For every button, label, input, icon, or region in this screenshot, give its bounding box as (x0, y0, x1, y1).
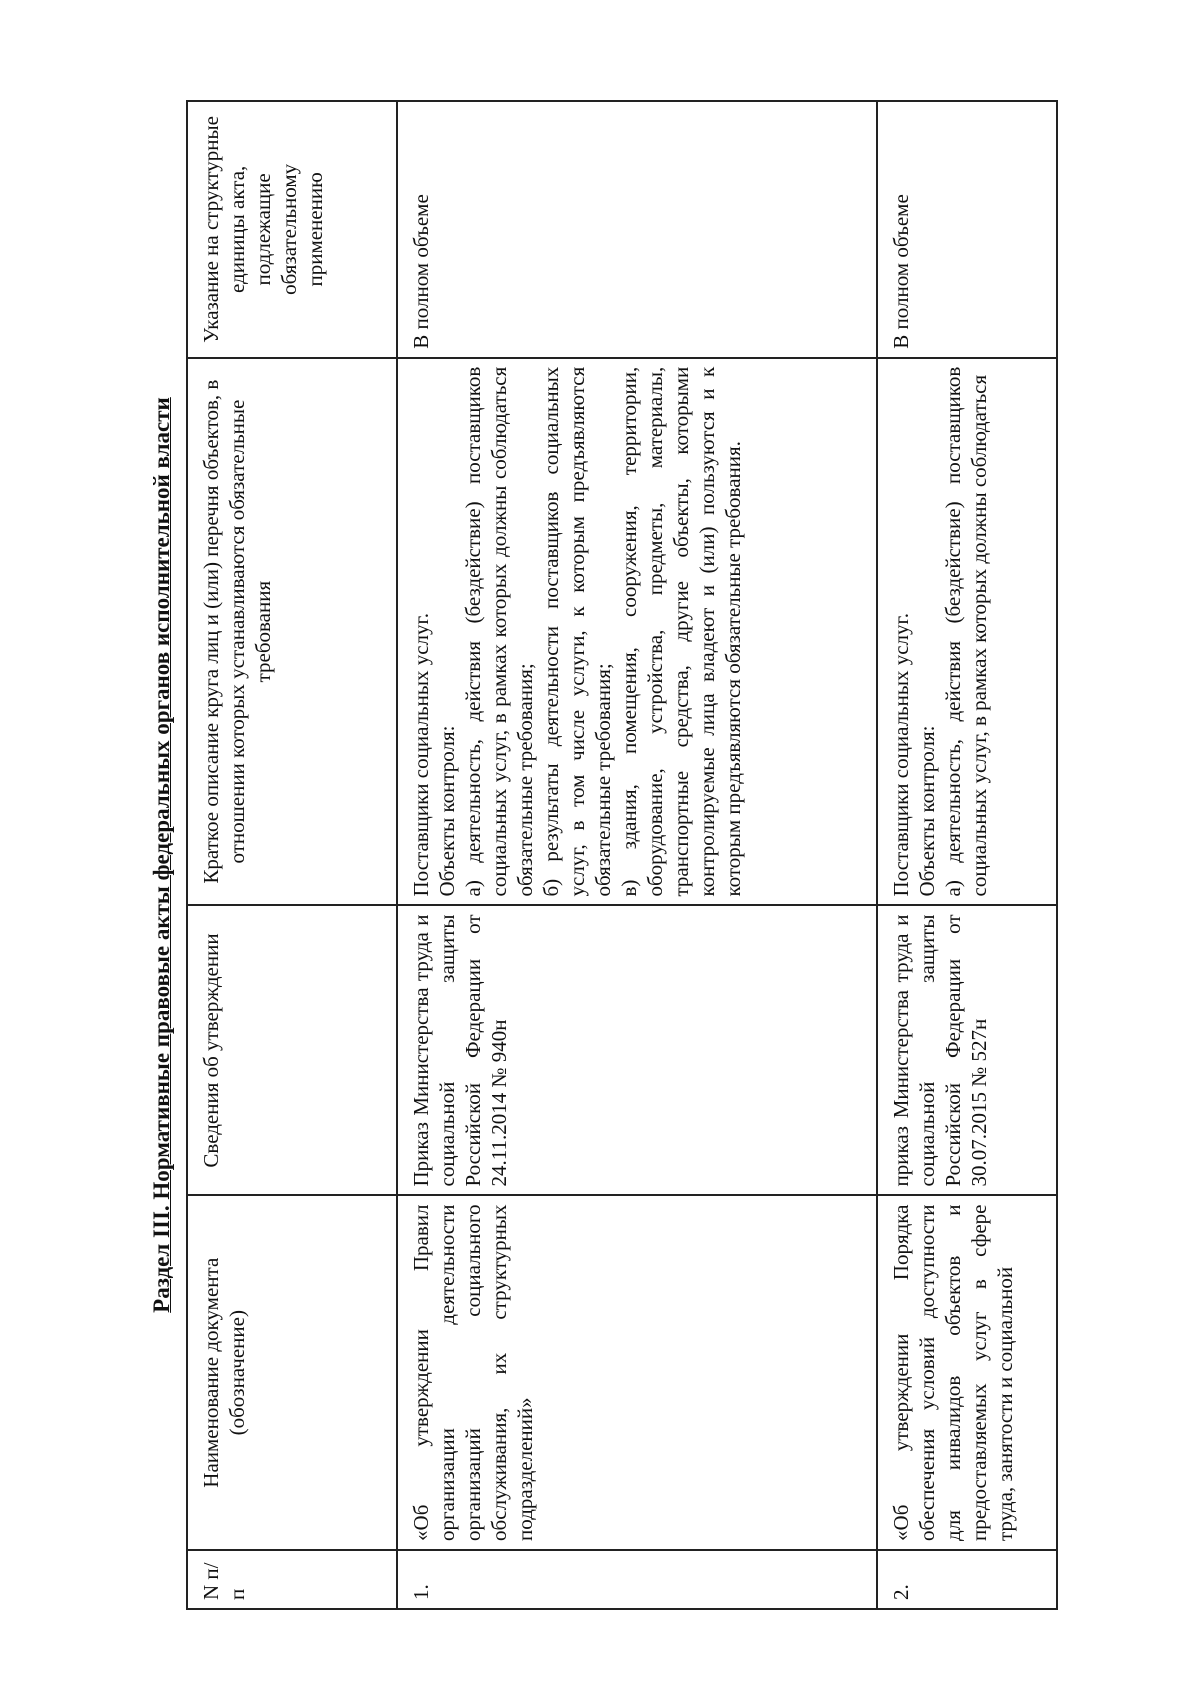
table-header-row (187, 101, 397, 1609)
desc-line: в) здания, помещения, сооружения, территории, оборудование, устройства, предметы, материалы, транспортные средства, другие объекты, которыми контролируемые лица владеют и (или) пользуются и к которым предъявляются обязательные требования. (617, 366, 745, 897)
desc-line: Поставщики социальных услуг. (409, 612, 433, 897)
header-name: Наименование документа (обозначение) (187, 1196, 397, 1550)
row-desc (397, 358, 877, 906)
row-scope: В полном объеме (877, 101, 1057, 358)
row-scope: В полном объеме (397, 101, 877, 358)
desc-line: Объекты контроля: (915, 725, 939, 897)
table-row (877, 101, 1057, 1609)
row-desc (877, 358, 1057, 906)
row-info: приказ Министерства труда и социальной защиты Российской Федерации от 30.07.2015 № 527н (877, 906, 1057, 1196)
desc-line: Поставщики социальных услуг. (889, 612, 913, 897)
row-num: 1. (397, 1550, 877, 1609)
row-name: «Об утверждении Правил организации деятельности организаций социального обслуживания, их структурных подразделений» (397, 1196, 877, 1550)
header-desc: Краткое описание круга лиц и (или) перечня объектов, в отношении которых устанавливаются обязательные требования (187, 358, 397, 906)
section-title: Раздел III. Нормативные правовые акты федеральных органов исполнительной власти (149, 397, 174, 1313)
row-info: Приказ Министерства труда и социальной защиты Российской Федерации от 24.11.2014 № 940н (397, 906, 877, 1196)
header-info: Сведения об утверждении (187, 906, 397, 1196)
desc-line: б) результаты деятельности поставщиков социальных услуг, в том числе услуги, к которым предъявляются обязательные требования; (539, 366, 615, 897)
desc-line: а) деятельность, действия (бездействие) поставщиков социальных услуг, в рамках которых должны соблюдаться обязательные требования; (461, 366, 537, 897)
desc-line: Объекты контроля: (435, 725, 459, 897)
row-num: 2. (877, 1550, 1057, 1609)
table-row (397, 101, 877, 1609)
row-name: «Об утверждении Порядка обеспечения условий доступности для инвалидов объектов и предоставляемых услуг в сфере труда, занятости и социальной (877, 1196, 1057, 1550)
acts-table (186, 100, 1058, 1610)
rotated-page (140, 100, 1150, 1610)
header-num: N п/п (187, 1550, 397, 1609)
header-scope: Указание на структурные единицы акта, подлежащие обязательному применению (187, 101, 397, 358)
desc-line: а) деятельность, действия (бездействие) поставщиков социальных услуг, в рамках которых должны соблюдаться (941, 366, 991, 897)
